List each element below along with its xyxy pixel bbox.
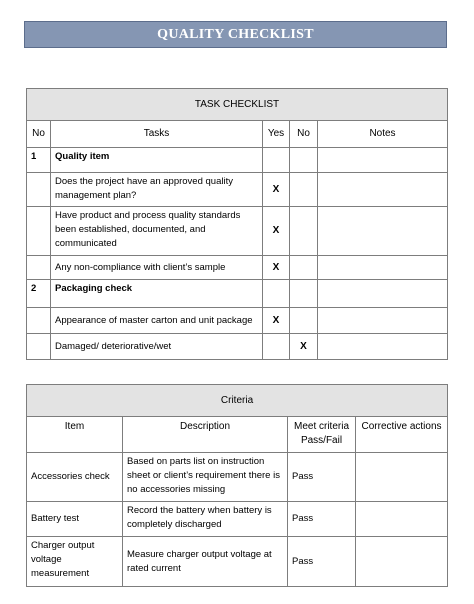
criteria-table: [26, 384, 448, 587]
notes-cell: [318, 280, 448, 308]
description-cell: Measure charger output voltage at rated current: [123, 537, 288, 587]
task-text: Appearance of master carton and unit package: [51, 308, 263, 334]
header-yes: Yes: [263, 121, 290, 148]
result-cell: Pass: [288, 537, 356, 587]
header-meet-criteria: Meet criteria Pass/Fail: [288, 417, 356, 453]
header-description: Description: [123, 417, 288, 453]
description-cell: Record the battery when battery is completely discharged: [123, 502, 288, 537]
item-cell: Battery test: [27, 502, 123, 537]
notes-cell: [318, 148, 448, 173]
table-row: [27, 148, 448, 173]
table-row: [27, 207, 448, 256]
no-cell: [290, 280, 318, 308]
row-number: [27, 308, 51, 334]
table-row: [27, 280, 448, 308]
task-text: Have product and process quality standards been established, documented, and communicated: [51, 207, 263, 256]
table-row: [27, 308, 448, 334]
result-cell: Pass: [288, 453, 356, 502]
header-tasks: Tasks: [51, 121, 263, 148]
row-number: 1: [27, 148, 51, 173]
task-text: Any non-compliance with client’s sample: [51, 256, 263, 280]
item-cell: Accessories check: [27, 453, 123, 502]
row-number: [27, 173, 51, 207]
no-cell: [290, 256, 318, 280]
row-number: [27, 334, 51, 360]
table-row: [27, 173, 448, 207]
table-row: [27, 334, 448, 360]
description-cell: Based on parts list on instruction sheet or client’s requirement there is no accessories missing: [123, 453, 288, 502]
notes-cell: [318, 256, 448, 280]
page-title: QUALITY CHECKLIST: [24, 21, 447, 48]
item-cell: Charger output voltage measurement: [27, 537, 123, 587]
yes-cell: [263, 280, 290, 308]
result-cell: Pass: [288, 502, 356, 537]
table-row: [27, 537, 448, 587]
yes-cell: X: [263, 173, 290, 207]
header-item: Item: [27, 417, 123, 453]
table-row: [27, 502, 448, 537]
header-notes: Notes: [318, 121, 448, 148]
no-cell: X: [290, 334, 318, 360]
notes-cell: [318, 173, 448, 207]
corrective-cell: [356, 537, 448, 587]
table-row: [27, 256, 448, 280]
task-text: Damaged/ deteriorative/wet: [51, 334, 263, 360]
no-cell: [290, 173, 318, 207]
header-corrective-actions: Corrective actions: [356, 417, 448, 453]
notes-cell: [318, 334, 448, 360]
corrective-cell: [356, 502, 448, 537]
criteria-caption: Criteria: [27, 385, 448, 417]
no-cell: [290, 207, 318, 256]
row-number: [27, 256, 51, 280]
no-cell: [290, 308, 318, 334]
section-title: Quality item: [51, 148, 263, 173]
yes-cell: X: [263, 207, 290, 256]
notes-cell: [318, 207, 448, 256]
row-number: [27, 207, 51, 256]
notes-cell: [318, 308, 448, 334]
task-text: Does the project have an approved quality management plan?: [51, 173, 263, 207]
task-checklist-caption: TASK CHECKLIST: [27, 89, 448, 121]
no-cell: [290, 148, 318, 173]
yes-cell: [263, 148, 290, 173]
task-checklist-table: [26, 88, 448, 360]
yes-cell: X: [263, 308, 290, 334]
header-no-answer: No: [290, 121, 318, 148]
yes-cell: X: [263, 256, 290, 280]
corrective-cell: [356, 453, 448, 502]
yes-cell: [263, 334, 290, 360]
section-title: Packaging check: [51, 280, 263, 308]
table-row: [27, 453, 448, 502]
header-no: No: [27, 121, 51, 148]
row-number: 2: [27, 280, 51, 308]
